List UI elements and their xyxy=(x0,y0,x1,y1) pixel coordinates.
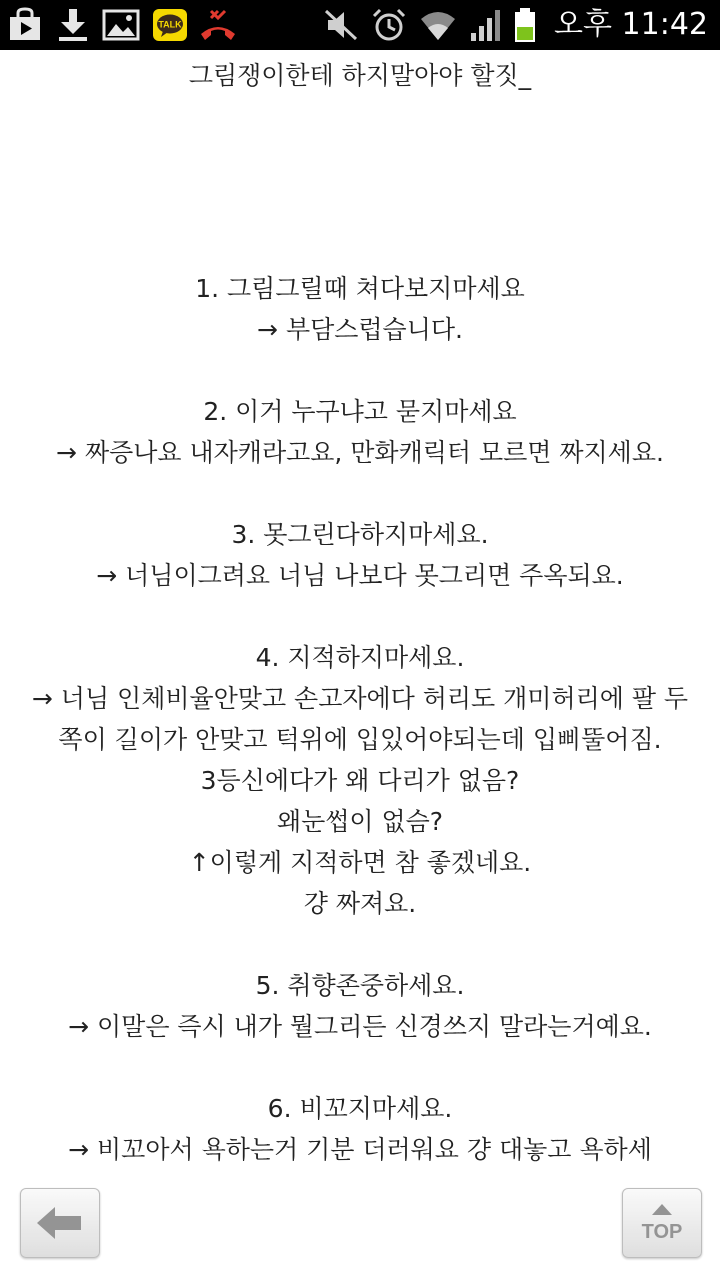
kakaotalk-icon xyxy=(152,7,188,43)
image-icon xyxy=(102,7,140,43)
item-heading: 3. 못그린다하지마세요. xyxy=(231,520,489,549)
item-text-line: → 비꼬아서 욕하는거 기분 더러워요 걍 대놓고 욕하세 xyxy=(68,1135,652,1164)
blank-line xyxy=(28,924,692,965)
item-heading: 4. 지적하지마세요. xyxy=(255,643,465,672)
item-text-line: 3등신에다가 왜 다리가 없음? xyxy=(200,766,520,795)
item-text-line: 왜눈썹이 없슴? xyxy=(276,807,444,836)
item-text-line: → 이말은 즉시 내가 뭘그리든 신경쓰지 말라는거예요. xyxy=(68,1012,652,1041)
status-bar xyxy=(0,0,720,50)
item-text-line: → 너님 인체비율안맞고 손고자에다 허리도 개미허리에 팔 두쪽이 길이가 안맞고 턱위에 입있어야되는데 입삐뚤어짐. xyxy=(31,684,689,754)
back-arrow-icon xyxy=(21,1189,99,1257)
alarm-icon xyxy=(370,7,408,43)
scroll-top-label: TOP xyxy=(641,1221,683,1243)
item-heading: 5. 취향존중하세요. xyxy=(255,971,465,1000)
item-text-line: → 짜증나요 내자캐라고요, 만화캐릭터 모르면 짜지세요. xyxy=(56,438,664,467)
signal-icon xyxy=(468,7,504,43)
blank-line xyxy=(28,473,692,514)
item-text-line: ↑이렇게 지적하면 참 좋겠네요. xyxy=(188,848,532,877)
scroll-top-button[interactable] xyxy=(622,1188,702,1258)
back-button[interactable] xyxy=(20,1188,100,1258)
blank-line xyxy=(28,350,692,391)
item-heading: 6. 비꼬지마세요. xyxy=(267,1094,453,1123)
mute-icon xyxy=(322,7,360,43)
play-store-icon xyxy=(6,7,44,43)
kakaotalk-label: TALK xyxy=(158,19,182,30)
post-body xyxy=(28,268,692,1170)
item-heading: 1. 그림그릴때 쳐다보지마세요 xyxy=(195,274,525,303)
item-text-line: → 부담스럽습니다. xyxy=(257,315,463,344)
post-title: 그림쟁이한테 하지말아야 할짓_ xyxy=(188,61,532,90)
item-text-line: 걍 짜져요. xyxy=(303,889,417,918)
wifi-icon xyxy=(418,7,458,43)
clock-time: 오후 11:42 xyxy=(554,7,708,42)
item-heading: 2. 이거 누구냐고 묻지마세요 xyxy=(203,397,517,426)
item-text-line: → 너님이그려요 너님 나보다 못그리면 주옥되요. xyxy=(96,561,624,590)
missed-call-icon xyxy=(198,7,238,43)
battery-icon xyxy=(512,7,538,43)
download-icon xyxy=(56,7,90,43)
blank-line xyxy=(28,596,692,637)
blank-line xyxy=(28,1047,692,1088)
